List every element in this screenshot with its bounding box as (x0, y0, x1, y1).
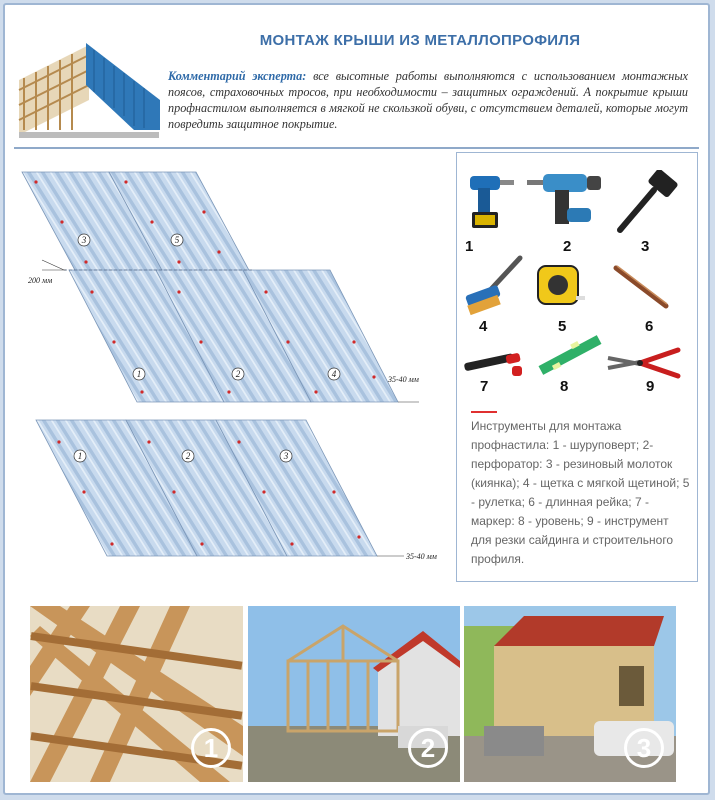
sheet-layout-diagram (14, 152, 454, 592)
tool-number: 4 (479, 318, 488, 335)
dim-overlap: 200 мм (28, 276, 53, 285)
tools-description: Инструменты для монтажа профнастила: 1 - шуруповерт; 2- перфоратор: 3 - резиновый молоток (киянка); 4 - щетка с мягкой щетиной; 5 - рулетка; 6 - длинная рейка; 7 - маркер: 8 - уровень; 9 - инструмент для резки сайдинга и строительного профиля. (471, 419, 690, 566)
shears-icon (606, 346, 682, 385)
tool-number: 3 (641, 238, 650, 255)
sheet-number: 4 (331, 369, 337, 379)
sheet-number: 3 (283, 451, 289, 461)
tape-measure-icon (536, 262, 586, 313)
long-rail-icon (612, 264, 672, 317)
tool-number: 8 (560, 378, 569, 395)
sheet-number: 1 (77, 451, 83, 461)
comment-label: Комментарий эксперта: (168, 69, 307, 83)
marker-icon (460, 344, 526, 385)
perforator-icon (525, 168, 605, 243)
accent-line (471, 411, 497, 413)
tool-number: 9 (646, 378, 655, 395)
dim-edge-bottom: 35-40 мм (406, 552, 437, 561)
photo-number: 2 (408, 728, 448, 768)
photo-number: 3 (624, 728, 664, 768)
sheet-number: 2 (185, 451, 191, 461)
photo-roof-frame (30, 606, 243, 782)
tool-number: 1 (465, 238, 474, 255)
tool-number: 7 (480, 378, 489, 395)
sheet-number: 1 (136, 369, 142, 379)
comment-text: все высотные работы выполняются с использованием монтажных поясов, страховочных тросов, при необходимости – защитных ограждений. А покрытие крыши профнастилом выполняется в мягкой не скользкой обуви, с отсутствием деталей, которые могут повредить защитное покрытие. (168, 69, 688, 131)
header-divider (14, 147, 699, 149)
sheet-number: 2 (235, 369, 241, 379)
brush-icon (462, 254, 527, 321)
dim-edge-top: 35-40 мм (388, 375, 419, 384)
sheet-number: 5 (174, 235, 180, 245)
sheet-number: 3 (81, 235, 87, 245)
rubber-mallet-icon (610, 170, 680, 241)
photo-number: 1 (191, 728, 231, 768)
level-icon (535, 334, 605, 385)
photo-house-frame (248, 606, 460, 782)
expert-comment (168, 68, 688, 132)
photo-finished-house (464, 606, 676, 782)
roof-illustration (14, 40, 160, 140)
tool-number: 2 (563, 238, 572, 255)
tool-number: 6 (645, 318, 654, 335)
page-title: МОНТАЖ КРЫШИ ИЗ МЕТАЛЛОПРОФИЛЯ (259, 32, 581, 49)
screwdriver-icon (462, 168, 517, 243)
tool-number: 5 (558, 318, 567, 335)
